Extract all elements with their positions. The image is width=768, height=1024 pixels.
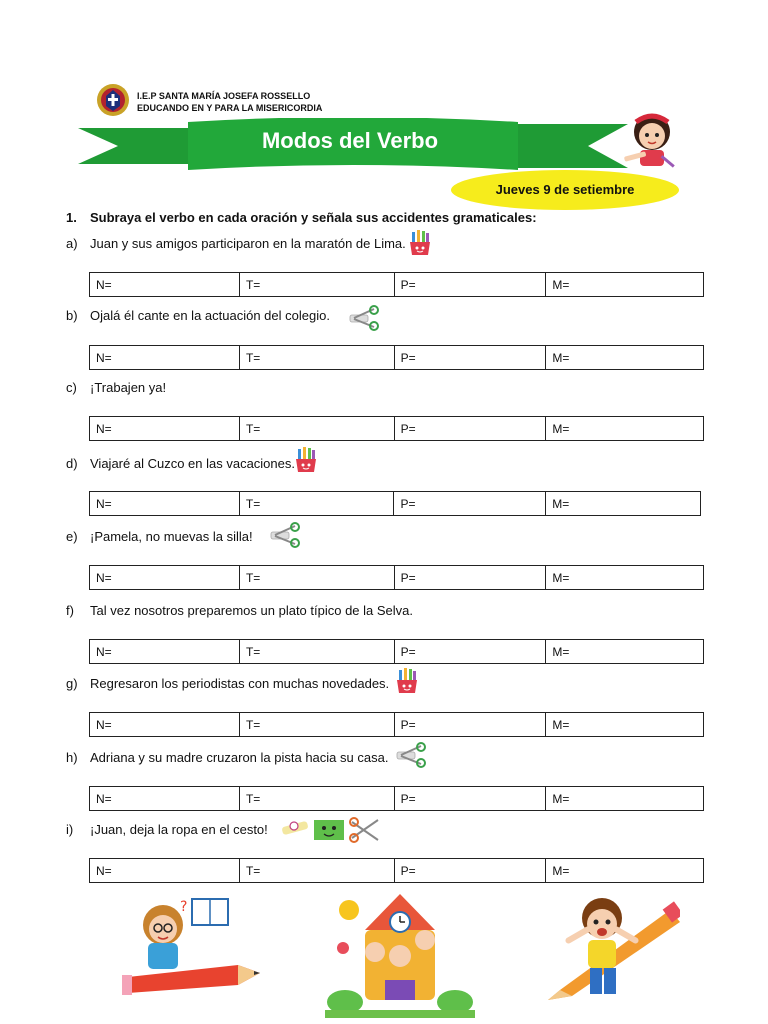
question-text: ¡Pamela, no muevas la silla! xyxy=(90,529,253,544)
scissors-icon xyxy=(346,305,380,336)
question-letter: c) xyxy=(66,380,77,395)
person-field[interactable]: P= xyxy=(394,492,546,516)
number-field[interactable]: N= xyxy=(90,787,240,811)
question-text: Viajaré al Cuzco en las vacaciones. xyxy=(90,456,295,471)
question-text: ¡Trabajen ya! xyxy=(90,380,167,395)
table-row xyxy=(90,787,704,811)
question-item xyxy=(66,529,253,544)
tense-field[interactable]: T= xyxy=(239,787,394,811)
mode-field[interactable]: M= xyxy=(546,273,704,297)
mode-field[interactable]: M= xyxy=(546,713,704,737)
tense-field[interactable]: T= xyxy=(239,566,394,590)
number-field[interactable]: N= xyxy=(90,859,240,883)
number-field[interactable]: N= xyxy=(90,713,240,737)
question-text: Juan y sus amigos participaron en la maratón de Lima. xyxy=(90,236,406,251)
table-row xyxy=(90,640,704,664)
question-item xyxy=(66,750,388,765)
number-field[interactable]: N= xyxy=(90,273,240,297)
question-letter: e) xyxy=(66,529,78,544)
question-text: Adriana y su madre cruzaron la pista hacia su casa. xyxy=(90,750,389,765)
school-name-line1: I.E.P SANTA MARÍA JOSEFA ROSSELLO xyxy=(137,91,311,101)
question-letter: h) xyxy=(66,750,78,765)
answer-table xyxy=(89,639,704,664)
answer-table xyxy=(89,858,704,883)
mode-field[interactable]: M= xyxy=(546,346,704,370)
school-kids-house-icon xyxy=(325,890,475,1020)
table-row xyxy=(90,346,704,370)
pencil-cup-icon xyxy=(393,668,421,699)
number-field[interactable]: N= xyxy=(90,492,240,516)
scissors-icon xyxy=(267,522,301,553)
mode-field[interactable]: M= xyxy=(546,417,704,441)
table-row xyxy=(90,417,704,441)
person-field[interactable]: P= xyxy=(394,787,546,811)
mode-field[interactable]: M= xyxy=(546,640,704,664)
question-letter: f) xyxy=(66,603,74,618)
mode-field[interactable]: M= xyxy=(546,566,704,590)
question-item xyxy=(66,456,295,471)
question-item xyxy=(66,822,268,837)
tense-field[interactable]: T= xyxy=(239,417,394,441)
instruction-number: 1. xyxy=(66,210,77,225)
question-text: ¡Juan, deja la ropa en el cesto! xyxy=(90,822,268,837)
table-row xyxy=(90,273,704,297)
question-text: Regresaron los periodistas con muchas novedades. xyxy=(90,676,390,691)
table-row xyxy=(90,492,701,516)
number-field[interactable]: N= xyxy=(90,566,240,590)
tense-field[interactable]: T= xyxy=(239,640,394,664)
person-field[interactable]: P= xyxy=(394,417,546,441)
question-item xyxy=(66,380,166,395)
table-row xyxy=(90,859,704,883)
answer-table xyxy=(89,786,704,811)
question-letter: i) xyxy=(66,822,74,837)
mode-field[interactable]: M= xyxy=(546,859,704,883)
number-field[interactable]: N= xyxy=(90,640,240,664)
table-row xyxy=(90,713,704,737)
mode-field[interactable]: M= xyxy=(546,492,701,516)
mode-field[interactable]: M= xyxy=(546,787,704,811)
question-text: Ojalá él cante en la actuación del colegio. xyxy=(90,308,330,323)
person-field[interactable]: P= xyxy=(394,346,546,370)
svg-text:?: ? xyxy=(180,899,188,915)
instruction-text: Subraya el verbo en cada oración y señala sus accidentes gramaticales: xyxy=(90,210,537,225)
answer-table xyxy=(89,565,704,590)
answer-table xyxy=(89,345,704,370)
answer-table xyxy=(89,272,704,297)
question-letter: b) xyxy=(66,308,78,323)
person-field[interactable]: P= xyxy=(394,273,546,297)
school-supplies-icon xyxy=(280,814,384,849)
page-title: Modos del Verbo xyxy=(261,128,439,153)
question-letter: g) xyxy=(66,676,78,691)
tense-field[interactable]: T= xyxy=(239,859,394,883)
number-field[interactable]: N= xyxy=(90,417,240,441)
question-letter: d) xyxy=(66,456,78,471)
scissors-icon xyxy=(393,742,427,773)
question-item xyxy=(66,308,330,323)
tense-field[interactable]: T= xyxy=(239,273,394,297)
question-letter: a) xyxy=(66,236,78,251)
answer-table xyxy=(89,491,701,516)
tense-field[interactable]: T= xyxy=(239,713,394,737)
pencil-cup-icon xyxy=(292,447,320,478)
date-label: Jueves 9 de setiembre xyxy=(495,182,635,197)
question-item xyxy=(66,603,413,618)
answer-table xyxy=(89,416,704,441)
girl-student-icon xyxy=(620,110,680,172)
question-item xyxy=(66,236,406,251)
person-field[interactable]: P= xyxy=(394,859,546,883)
person-field[interactable]: P= xyxy=(394,713,546,737)
girl-reading-on-pencil-icon xyxy=(118,895,268,1005)
table-row xyxy=(90,566,704,590)
tense-field[interactable]: T= xyxy=(239,346,394,370)
school-name xyxy=(137,90,322,114)
pencil-cup-icon xyxy=(406,230,434,261)
question-item xyxy=(66,676,389,691)
school-crest-icon xyxy=(96,82,130,118)
boy-on-pencil-icon xyxy=(520,890,680,1015)
question-text: Tal vez nosotros preparemos un plato típico de la Selva. xyxy=(90,603,414,618)
answer-table xyxy=(89,712,704,737)
number-field[interactable]: N= xyxy=(90,346,240,370)
school-motto: EDUCANDO EN Y PARA LA MISERICORDIA xyxy=(137,103,323,113)
instruction xyxy=(66,210,537,225)
person-field[interactable]: P= xyxy=(394,566,546,590)
person-field[interactable]: P= xyxy=(394,640,546,664)
tense-field[interactable]: T= xyxy=(239,492,394,516)
